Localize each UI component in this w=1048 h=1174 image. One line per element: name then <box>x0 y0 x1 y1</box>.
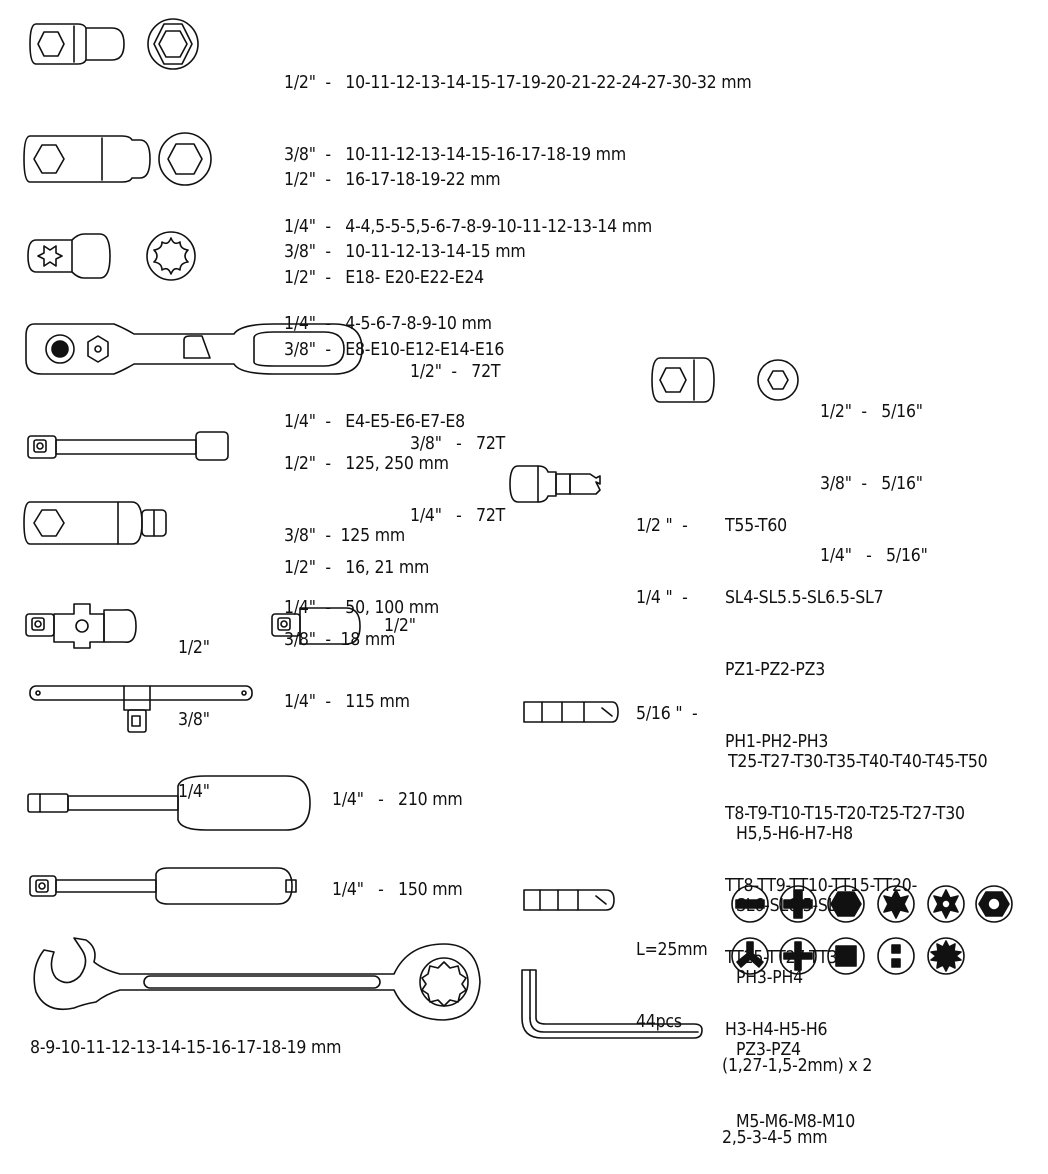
bit-socket-value: H3-H4-H5-H6 <box>725 1020 828 1040</box>
torx-sockets-line: 1/4" - E4-E5-E6-E7-E8 <box>284 412 465 432</box>
deep-sockets-line: 1/4" - 4-5-6-7-8-9-10 mm <box>284 314 492 334</box>
long-bit-value: T25-T27-T30-T35-T40-T40-T45-T50 <box>728 752 988 772</box>
torx-socket-icon <box>24 228 204 284</box>
spinner-handle-icon <box>26 768 316 836</box>
combination-wrench-icon <box>24 932 484 1032</box>
deep-socket-icon <box>22 130 222 188</box>
bit-socket-icon <box>508 462 628 506</box>
t-bar-spec: 1/4" - 115 mm <box>284 692 410 712</box>
hex-sockets-line: 1/2" - 10-11-12-13-14-15-17-19-20-21-22-24-27-30-32 mm <box>284 73 752 93</box>
torx-sockets-line: 3/8" - E8-E10-E12-E14-E16 <box>284 340 505 360</box>
bit-socket-value: TT25-TT27-TT30 <box>725 948 848 968</box>
deep-sockets-line: 3/8" - 10-11-12-13-14-15 mm <box>284 242 526 262</box>
short-bit-icon <box>522 886 622 916</box>
bit-adapter-socket-icon <box>650 350 810 410</box>
long-bit-value: H5,5-H6-H7-H8 <box>736 824 853 844</box>
bit-socket-value: TT8-TT9-TT10-TT15-TT20- <box>725 876 918 896</box>
adapter-spec: 1/2" <box>384 616 416 636</box>
short-bits-length: L=25mm <box>636 940 708 960</box>
bit-socket-value: PH1-PH2-PH3 <box>725 732 829 752</box>
long-bit-value: M5-M6-M8-M10 <box>736 1112 856 1132</box>
extension-line: 3/8" - 125 mm <box>284 526 405 546</box>
ratchet-line: 1/4" - 72T <box>410 506 506 526</box>
bit-adapter-line: 3/8" - 5/16" <box>820 474 923 494</box>
spark-plug-line: 1/2" - 16, 21 mm <box>284 558 430 578</box>
hex-sockets-line: 1/4" - 4-4,5-5-5,5-6-7-8-9-10-11-12-13-14 mm <box>284 217 653 237</box>
hex-socket-icon <box>26 16 206 72</box>
torx-sockets-line: 1/2" - E18- E20-E22-E24 <box>284 268 484 288</box>
short-bits-count: 44pcs <box>636 1012 682 1032</box>
spark-plug-socket-icon <box>22 498 172 548</box>
ratchet-line: 3/8" - 72T <box>410 434 506 454</box>
deep-sockets-line: 1/2" - 16-17-18-19-22 mm <box>284 170 501 190</box>
short-bits-spec <box>636 890 707 1058</box>
long-bit-value: PZ3-PZ4 <box>736 1040 801 1060</box>
bit-socket-value: T8-T9-T10-T15-T20-T25-T27-T30 <box>725 804 965 824</box>
spark-plug-spec <box>284 508 429 676</box>
universal-joint-spec <box>178 588 210 828</box>
extension-line: 1/2" - 125, 250 mm <box>284 454 449 474</box>
long-bit-icon <box>522 698 622 728</box>
extension-handle-spec: 1/4" - 150 mm <box>332 880 463 900</box>
hex-keys-line: (1,27-1,5-2mm) x 2 <box>722 1056 873 1076</box>
bit-socket-value: T55-T60 <box>725 516 787 536</box>
t-bar-icon <box>28 680 258 736</box>
hex-keys-spec <box>722 1006 872 1174</box>
spinner-handle-spec: 1/4" - 210 mm <box>332 790 463 810</box>
ratchet-line: 1/2" - 72T <box>410 362 501 382</box>
bit-adapter-line: 1/2" - 5/16" <box>820 402 923 422</box>
extension-handle-icon <box>28 860 298 916</box>
extension-bar-icon <box>26 428 236 464</box>
bit-socket-size: 1/4 " - <box>636 588 688 608</box>
long-bits-size: 5/16 " - <box>636 704 698 724</box>
universal-joint-icon <box>24 598 174 654</box>
bit-sockets-sizes <box>636 466 688 634</box>
universal-joint-line: 3/8" <box>178 710 210 730</box>
wrench-spec: 8-9-10-11-12-13-14-15-16-17-18-19 mm <box>30 1038 342 1058</box>
bit-adapter-line: 1/4" - 5/16" <box>820 546 928 566</box>
universal-joint-line: 1/2" <box>178 638 210 658</box>
hex-keys-line: 2,5-3-4-5 mm <box>722 1128 828 1148</box>
universal-joint-line: 1/4" <box>178 782 210 802</box>
bit-socket-size: 1/2 " - <box>636 516 688 536</box>
long-bit-value: SL6-SL6,5-SL8 <box>736 896 847 916</box>
bit-socket-value: PZ1-PZ2-PZ3 <box>725 660 826 680</box>
hex-sockets-line: 3/8" - 10-11-12-13-14-15-16-17-18-19 mm <box>284 145 626 165</box>
spark-plug-line: 3/8" - 18 mm <box>284 630 396 650</box>
bit-socket-value: SL4-SL5.5-SL6.5-SL7 <box>725 588 884 608</box>
extension-line: 1/4" - 50, 100 mm <box>284 598 439 618</box>
long-bit-value: PH3-PH4 <box>736 968 803 988</box>
